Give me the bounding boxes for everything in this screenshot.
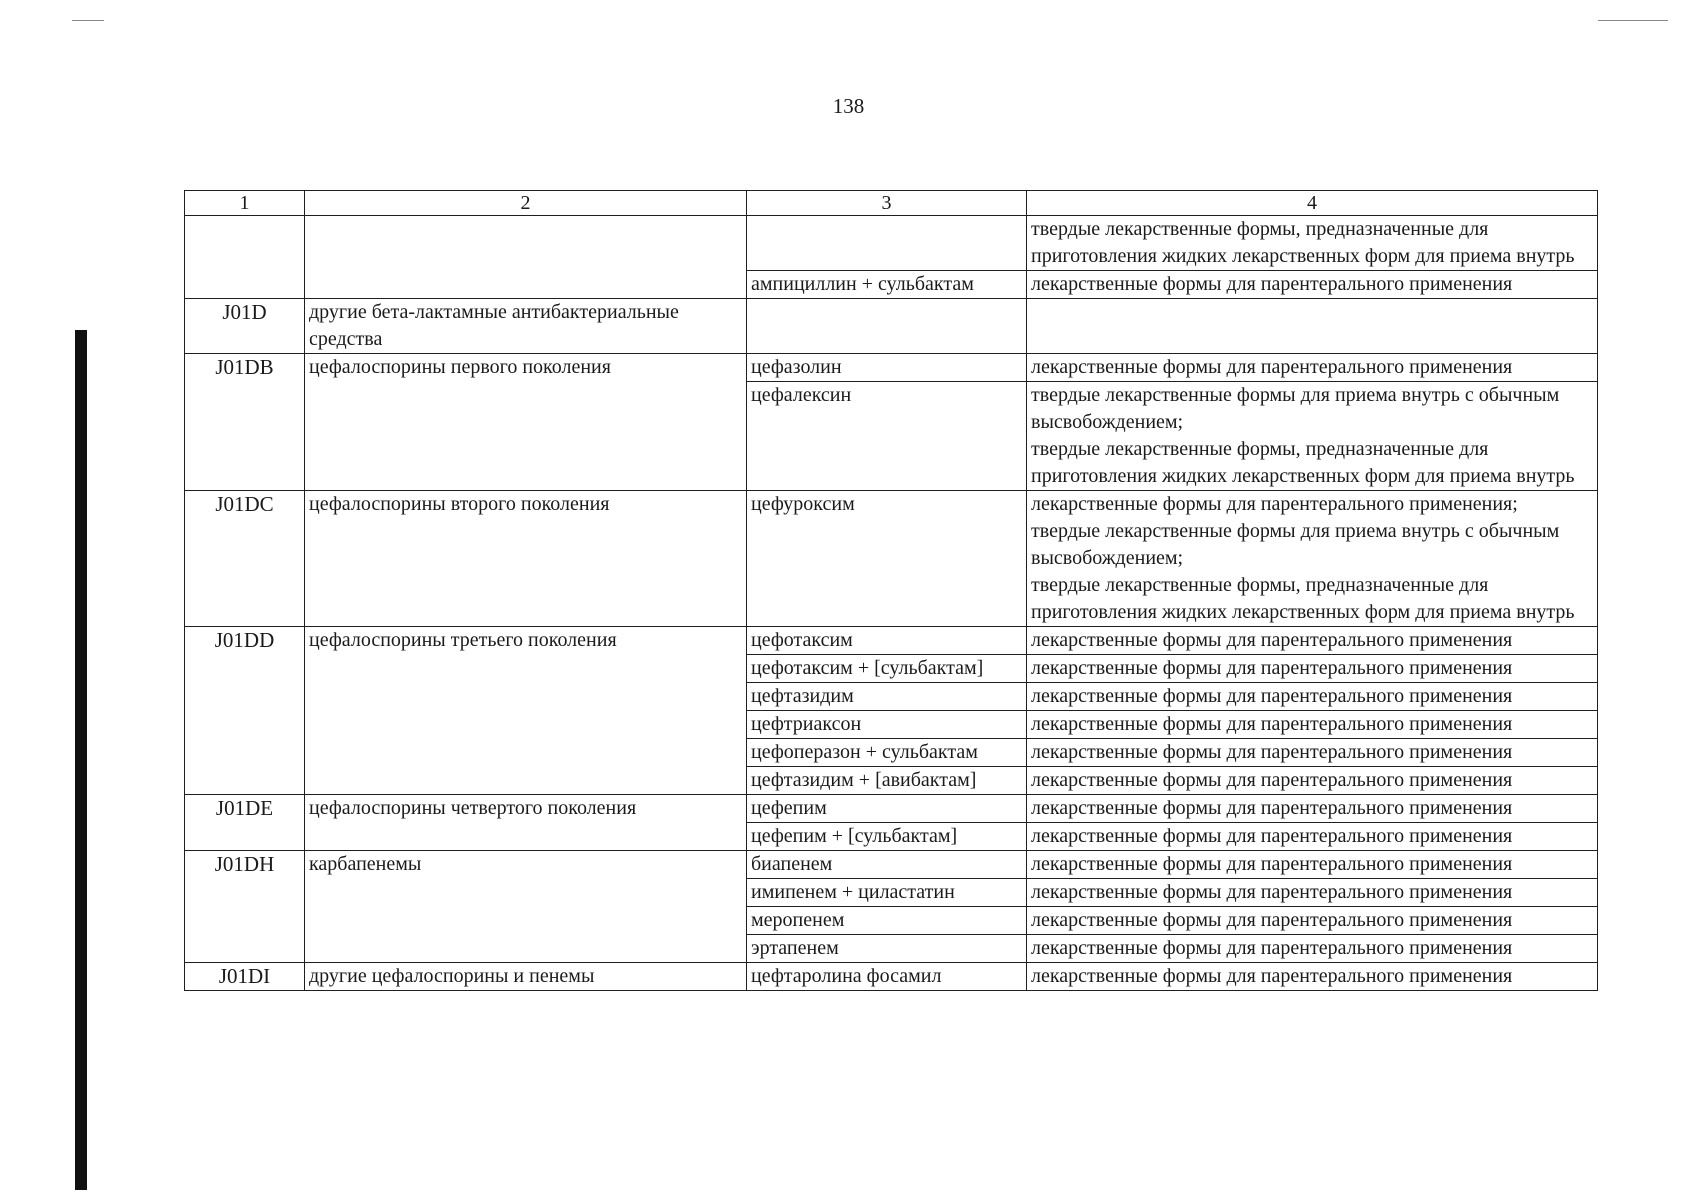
- dosage-form-cell: лекарственные формы для парентерального применения: [1027, 935, 1598, 963]
- scan-edge-mark: [75, 330, 87, 1190]
- drug-group-cell: цефалоспорины первого поколения: [305, 354, 747, 491]
- header-col-1: 1: [185, 191, 305, 216]
- dosage-form-cell: лекарственные формы для парентерального применения: [1027, 683, 1598, 711]
- drug-name-cell: цефтаролина фосамил: [747, 963, 1027, 991]
- drug-name-cell: цефотаксим + [сульбактам]: [747, 655, 1027, 683]
- drug-name-cell: эртапенем: [747, 935, 1027, 963]
- drug-name-cell: имипенем + циластатин: [747, 879, 1027, 907]
- table-row: [185, 627, 1598, 655]
- dosage-form-cell: лекарственные формы для парентерального применения: [1027, 711, 1598, 739]
- scan-tick-right: [1598, 20, 1668, 21]
- dosage-form-cell: твердые лекарственные формы, предназначенные для приготовления жидких лекарственных форм для приема внутрь: [1027, 216, 1598, 271]
- drug-group-cell: цефалоспорины второго поколения: [305, 491, 747, 627]
- atc-code-cell: J01DI: [185, 963, 305, 991]
- dosage-form-cell: лекарственные формы для парентерального применения: [1027, 879, 1598, 907]
- drug-name-cell: цефепим: [747, 795, 1027, 823]
- drug-name-cell: цефазолин: [747, 354, 1027, 382]
- drug-name-cell: [747, 299, 1027, 354]
- atc-code-cell: J01DH: [185, 851, 305, 963]
- table-body: [185, 216, 1598, 991]
- table-header-row: [185, 191, 1598, 216]
- atc-code-cell: J01D: [185, 299, 305, 354]
- drug-name-cell: цефтазидим + [авибактам]: [747, 767, 1027, 795]
- table-row: [185, 963, 1598, 991]
- dosage-form-cell: лекарственные формы для парентерального применения: [1027, 271, 1598, 299]
- table-row: [185, 491, 1598, 627]
- table-row: [185, 851, 1598, 879]
- scan-tick-left: [72, 20, 104, 21]
- drug-name-cell: цефтриаксон: [747, 711, 1027, 739]
- header-col-2: 2: [305, 191, 747, 216]
- dosage-form-cell: лекарственные формы для парентерального применения: [1027, 795, 1598, 823]
- drug-group-cell: другие цефалоспорины и пенемы: [305, 963, 747, 991]
- drug-name-cell: ампициллин + сульбактам: [747, 271, 1027, 299]
- drug-group-cell: [305, 216, 747, 299]
- table-row: [185, 795, 1598, 823]
- drug-group-cell: карбапенемы: [305, 851, 747, 963]
- atc-code-cell: J01DE: [185, 795, 305, 851]
- dosage-form-cell: лекарственные формы для парентерального применения: [1027, 655, 1598, 683]
- table-row: [185, 216, 1598, 271]
- header-col-4: 4: [1027, 191, 1598, 216]
- drug-group-cell: другие бета-лактамные антибактериальные средства: [305, 299, 747, 354]
- dosage-form-cell: лекарственные формы для парентерального применения: [1027, 907, 1598, 935]
- drug-name-cell: цефотаксим: [747, 627, 1027, 655]
- atc-code-cell: J01DC: [185, 491, 305, 627]
- page-number: 138: [832, 94, 865, 118]
- drug-name-cell: цефалексин: [747, 382, 1027, 491]
- drug-group-cell: цефалоспорины четвертого поколения: [305, 795, 747, 851]
- table-row: [185, 299, 1598, 354]
- drug-name-cell: [747, 216, 1027, 271]
- dosage-form-cell: лекарственные формы для парентерального применения: [1027, 851, 1598, 879]
- dosage-form-cell: лекарственные формы для парентерального применения: [1027, 354, 1598, 382]
- drug-name-cell: цефтазидим: [747, 683, 1027, 711]
- atc-code-cell: J01DD: [185, 627, 305, 795]
- dosage-form-cell: лекарственные формы для парентерального применения: [1027, 823, 1598, 851]
- drug-name-cell: меропенем: [747, 907, 1027, 935]
- drug-name-cell: цефуроксим: [747, 491, 1027, 627]
- dosage-form-cell: лекарственные формы для парентерального применения: [1027, 767, 1598, 795]
- dosage-form-cell: твердые лекарственные формы для приема внутрь с обычным высвобождением; твердые лекарственные формы, предназначенные для приготовления жидких лекарственных форм для приема внутрь: [1027, 382, 1598, 491]
- atc-code-cell: [185, 216, 305, 299]
- drug-group-cell: цефалоспорины третьего поколения: [305, 627, 747, 795]
- drug-table: [184, 190, 1598, 991]
- drug-name-cell: цефоперазон + сульбактам: [747, 739, 1027, 767]
- drug-name-cell: цефепим + [сульбактам]: [747, 823, 1027, 851]
- dosage-form-cell: лекарственные формы для парентерального применения; твердые лекарственные формы для приема внутрь с обычным высвобождением; твердые лекарственные формы, предназначенные для приготовления жидких лекарственных форм для приема внутрь: [1027, 491, 1598, 627]
- dosage-form-cell: лекарственные формы для парентерального применения: [1027, 627, 1598, 655]
- drug-name-cell: биапенем: [747, 851, 1027, 879]
- header-col-3: 3: [747, 191, 1027, 216]
- dosage-form-cell: лекарственные формы для парентерального применения: [1027, 739, 1598, 767]
- atc-code-cell: J01DB: [185, 354, 305, 491]
- dosage-form-cell: [1027, 299, 1598, 354]
- dosage-form-cell: лекарственные формы для парентерального применения: [1027, 963, 1598, 991]
- table-row: [185, 354, 1598, 382]
